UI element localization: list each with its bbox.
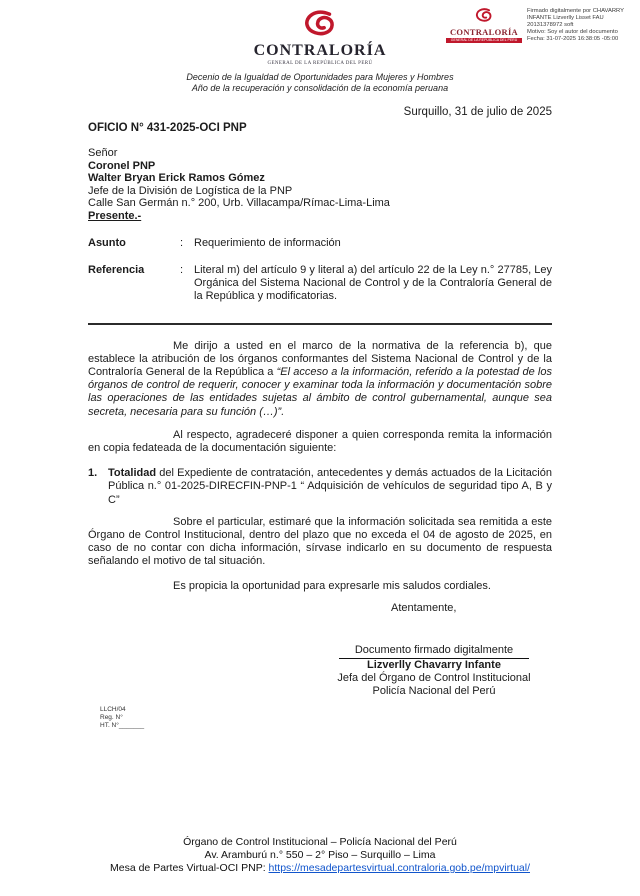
contraloria-logo	[240, 10, 400, 66]
subject-colon: :	[180, 236, 184, 249]
motto-line-1: Decenio de la Igualdad de Oportunidades para Mujeres y Hombres	[186, 72, 454, 82]
motto-lines	[88, 72, 552, 93]
paragraph-3: Sobre el particular, estimaré que la información solicitada sea remitida a este Órgano de Control Institucional, dentro del plazo que no exceda el 04 de agosto de 2025, en caso de no contar con dicha información, sírvase indicarlo en su documento de respuesta señalando el motivo de tal situación.	[88, 515, 552, 568]
paragraph-1-normal: Me dirijo a usted en el marco de la normativa de la referencia b), que establece la atribución de los órganos conformantes del Sistema Nacional de Control y de la Contraloría General de la República a	[88, 339, 552, 378]
motto-line-2: Año de la recuperación y consolidación de la economía peruana	[191, 82, 449, 93]
paragraph-4: Es propicia la oportunidad para expresarle mis saludos cordiales.	[173, 579, 491, 592]
paragraph-2: Al respecto, agradeceré disponer a quien corresponda remita la información en copia fedateada de la documentación siguiente:	[88, 428, 552, 454]
digital-signature-note: Documento firmado digitalmente	[339, 644, 529, 659]
stamp-swirl-icon	[446, 8, 522, 27]
file-ref-initials: LLCH/04	[100, 705, 126, 713]
footer-address: Av. Aramburú n.° 550 – 2° Piso – Surquillo – Lima	[204, 849, 436, 861]
stamp-line: Motivo: Soy el autor del documento	[527, 29, 618, 35]
addressee-rank: Coronel PNP	[88, 159, 156, 172]
document-body	[0, 72, 640, 730]
stamp-line: INFANTE Lizverlly Lisset FAU	[527, 15, 604, 21]
addressee-block	[88, 147, 552, 223]
signature-block	[310, 644, 558, 698]
paragraph-1	[88, 340, 552, 419]
contraloria-swirl-icon	[240, 10, 400, 41]
file-ref-ht: HT. N°_______	[100, 721, 145, 729]
page-footer	[0, 836, 640, 875]
footer-mesa-partes	[0, 862, 640, 875]
list-item-bold: Totalidad	[108, 467, 157, 480]
subject-value: Requerimiento de información	[194, 236, 341, 249]
list-item-rest: del Expediente de contratación, antecedentes y demás actuados de la Licitación Pública n.° 01-2025-DIRECFIN-PNP-1 “ Adquisición de vehículos de seguridad tipo A, B y C”	[108, 467, 552, 506]
paragraph-1-quote: “El acceso a la información, referido a la potestad de los órganos de control de requerir, conocer y examinar toda la información y documentación sobre las operaciones de las entidades sujetas al ámbito de control gubernamental, aunque sea secreta, necesaria para su función (…)”.	[88, 365, 552, 418]
digital-signature-stamp	[446, 8, 638, 43]
logo-subtitle: GENERAL DE LA REPÚBLICA DEL PERÚ	[267, 61, 373, 66]
reference-label: Referencia	[88, 263, 145, 276]
closing-salutation: Atentamente,	[391, 601, 457, 614]
presente-label: Presente.-	[88, 209, 142, 222]
reference-colon: :	[180, 263, 184, 276]
addressee-address: Calle San Germán n.° 200, Urb. Villacampa/Rímac-Lima-Lima	[88, 197, 390, 210]
addressee-salutation: Señor	[88, 147, 118, 159]
list-item-number: 1.	[88, 467, 98, 480]
file-ref-reg: Reg. N°	[100, 713, 123, 721]
place-date: Surquillo, 31 de julio de 2025	[403, 106, 552, 118]
stamp-line: Fecha: 31-07-2025 16:38:05 -05:00	[527, 36, 619, 42]
footer-institution: Órgano de Control Institucional – Policía Nacional del Perú	[183, 836, 457, 848]
subject-label: Asunto	[88, 236, 126, 249]
signer-institution: Policía Nacional del Perú	[372, 684, 496, 697]
separator-rule	[88, 323, 552, 325]
list-item-text	[108, 467, 552, 507]
oficio-number: OFICIO N° 431-2025-OCI PNP	[88, 122, 247, 134]
stamp-line: 20131378972 soft	[527, 22, 574, 28]
reference-value: Literal m) del artículo 9 y literal a) del artículo 22 de la Ley n.° 27785, Ley Orgánica del Sistema Nacional de Control y de la Contraloría General de la República y modificatorias.	[194, 263, 552, 302]
document-header	[0, 0, 640, 66]
addressee-name: Walter Bryan Erick Ramos Gómez	[88, 172, 265, 185]
stamp-banner: GENERAL DE LA REPÚBLICA DEL PERÚ	[446, 38, 522, 43]
list-item-1	[88, 467, 552, 507]
stamp-wordmark: CONTRALORÍA	[449, 27, 518, 38]
addressee-position: Jefe de la División de Logística de la PNP	[88, 184, 293, 197]
reference-row	[88, 264, 552, 303]
stamp-contraloria-logo	[446, 8, 522, 43]
file-references	[100, 706, 552, 730]
signer-title: Jefa del Órgano de Control Institucional	[337, 671, 531, 684]
stamp-signature-text	[527, 8, 624, 43]
footer-link-label: Mesa de Partes Virtual-OCI PNP:	[110, 862, 269, 874]
logo-wordmark: CONTRALORÍA	[253, 42, 387, 59]
signer-name: Lizverlly Chavarry Infante	[367, 658, 501, 671]
stamp-line: Firmado digitalmente por CHAVARRY	[527, 8, 624, 14]
mesa-partes-link[interactable]: https://mesadepartesvirtual.contraloria.gob.pe/mpvirtual/	[268, 862, 530, 874]
subject-row	[88, 237, 552, 250]
